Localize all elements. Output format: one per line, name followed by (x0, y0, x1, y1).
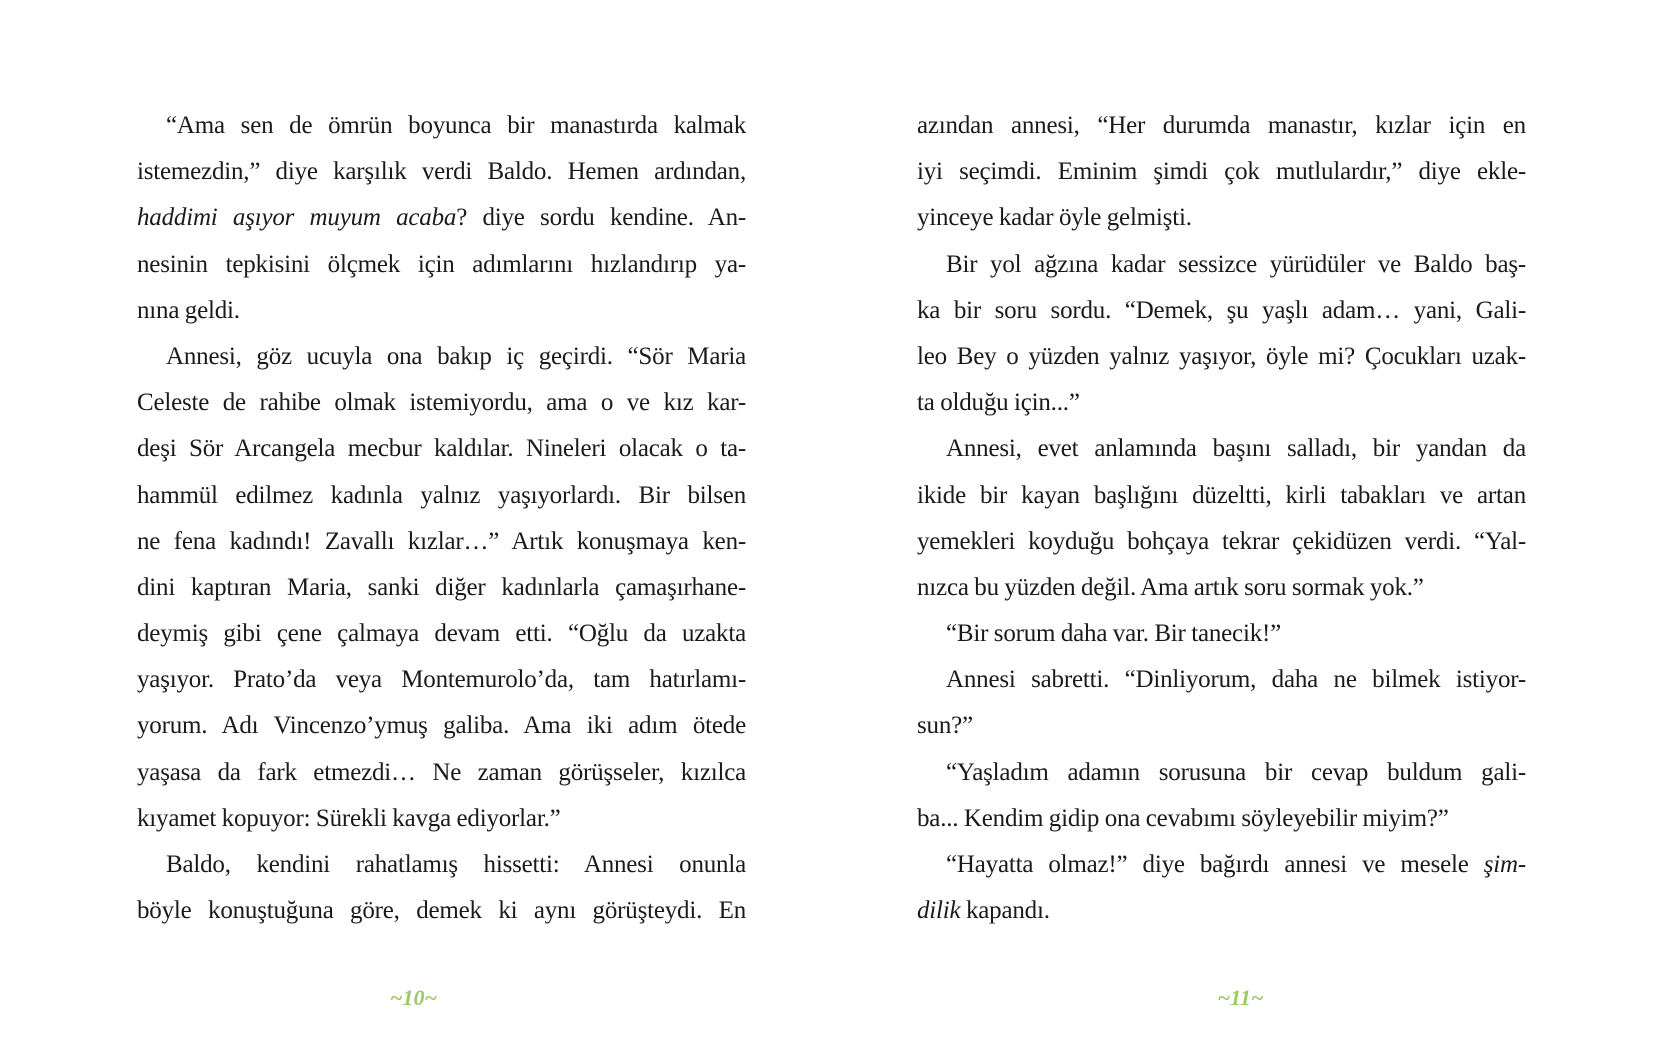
text-segment: iyi seçimdi. Eminim şimdi çok mutlulardır,” diye ekle- (917, 158, 1526, 186)
text-line (137, 611, 746, 657)
italic-text: şim- (1483, 851, 1526, 878)
text-segment: kıyamet kopuyor: Sürekli kavga ediyorlar.” (137, 804, 561, 832)
text-segment: yemekleri koyduğu bohçaya tekrar çekidüzen verdi. “Yal- (917, 527, 1526, 555)
text-line (917, 611, 1526, 657)
text-line (137, 473, 746, 519)
text-segment: sun?” (917, 712, 973, 740)
text-segment: deşi Sör Arcangela mecbur kaldılar. Nineleri olacak o ta- (137, 435, 746, 463)
text-segment: ba... Kendim gidip ona cevabımı söyleyebilir miyim?” (917, 804, 1449, 832)
text-line (917, 565, 1526, 611)
text-segment: nına geldi. (137, 296, 240, 324)
text-line (917, 473, 1526, 519)
text-line (917, 288, 1526, 334)
italic-text: haddimi aşıyor muyum acaba (137, 204, 457, 232)
text-line (917, 242, 1526, 288)
text-line (917, 842, 1526, 888)
text-line (137, 565, 746, 611)
text-line (137, 195, 746, 241)
text-segment: yorum. Adı Vincenzo’ymuş galiba. Ama iki adım ötede (137, 712, 746, 740)
text-line (137, 334, 746, 380)
text-segment: ne fena kadındı! Zavallı kızlar…” Artık konuşmaya ken- (137, 527, 746, 555)
text-segment: “Yaşladım adamın sorusuna bir cevap buldum gali- (946, 758, 1526, 786)
text-line (917, 426, 1526, 472)
text-line (917, 657, 1526, 703)
text-segment: nızca bu yüzden değil. Ama artık soru sormak yok.” (917, 573, 1424, 601)
italic-text: dilik (917, 897, 961, 925)
text-segment: kapandı. (960, 897, 1050, 925)
text-line (917, 380, 1526, 426)
text-line (917, 334, 1526, 380)
text-line (137, 888, 746, 934)
text-segment: ta olduğu için...” (917, 389, 1080, 417)
text-segment: “Hayatta olmaz!” diye bağırdı annesi ve mesele (946, 851, 1484, 878)
text-segment: Baldo, kendini rahatlamış hissetti: Annesi onunla (166, 851, 746, 878)
text-segment: nesinin tepkisini ölçmek için adımlarını hızlandırıp ya- (137, 250, 746, 278)
text-segment: dini kaptıran Maria, sanki diğer kadınlarla çamaşırhane- (137, 573, 746, 601)
text-line (137, 380, 746, 426)
text-segment: ikide bir kayan başlığını düzeltti, kirli tabakları ve artan (917, 481, 1526, 509)
left-page-text (137, 103, 746, 934)
text-segment: “Ama sen de ömrün boyunca bir manastırda kalmak (166, 112, 746, 139)
text-line (137, 796, 746, 842)
page-number-right: ~11~ (1217, 985, 1264, 1010)
text-line (917, 703, 1526, 749)
text-segment: leo Bey o yüzden yalnız yaşıyor, öyle mi? Çocukları uzak- (917, 342, 1526, 370)
text-segment: yinceye kadar öyle gelmişti. (917, 204, 1192, 232)
text-line (917, 519, 1526, 565)
text-segment: ? diye sordu kendine. An- (456, 204, 746, 232)
text-segment: azından annesi, “Her durumda manastır, kızlar için en (917, 112, 1526, 139)
text-segment: Annesi, evet anlamında başını salladı, bir yandan da (946, 435, 1526, 463)
text-segment: ka bir soru sordu. “Demek, şu yaşlı adam… yani, Gali- (917, 296, 1526, 324)
text-segment: Annesi, göz ucuyla ona bakıp iç geçirdi. “Sör Maria (166, 342, 746, 370)
text-line (917, 888, 1526, 934)
text-segment: Bir yol ağzına kadar sessizce yürüdüler ve Baldo baş- (946, 250, 1526, 278)
text-segment: Annesi sabretti. “Dinliyorum, daha ne bilmek istiyor- (946, 666, 1526, 694)
text-segment: yaşasa da fark etmezdi… Ne zaman görüşseler, kızılca (137, 758, 746, 786)
text-line (137, 149, 746, 195)
text-line (917, 750, 1526, 796)
text-segment: istemezdin,” diye karşılık verdi Baldo. Hemen ardından, (137, 158, 746, 186)
page-number-left: ~10~ (389, 985, 438, 1010)
text-line (917, 103, 1526, 149)
text-line (137, 288, 746, 334)
text-line (137, 842, 746, 888)
text-segment: “Bir sorum daha var. Bir tanecik!” (946, 620, 1282, 648)
right-page-text (917, 103, 1526, 934)
text-segment: Celeste de rahibe olmak istemiyordu, ama o ve kız kar- (137, 389, 746, 417)
text-line (137, 426, 746, 472)
text-line (917, 195, 1526, 241)
text-line (137, 519, 746, 565)
right-page (827, 0, 1654, 1063)
text-line (917, 149, 1526, 195)
text-line (137, 103, 746, 149)
text-segment: deymiş gibi çene çalmaya devam etti. “Oğlu da uzakta (137, 620, 746, 648)
text-line (137, 657, 746, 703)
text-line (137, 703, 746, 749)
text-segment: hammül edilmez kadınla yalnız yaşıyorlardı. Bir bilsen (137, 481, 746, 509)
text-segment: böyle konuştuğuna göre, demek ki aynı görüşteydi. En (137, 897, 746, 925)
text-segment: yaşıyor. Prato’da veya Montemurolo’da, tam hatırlamı- (137, 666, 746, 694)
text-line (137, 750, 746, 796)
text-line (917, 796, 1526, 842)
text-line (137, 242, 746, 288)
